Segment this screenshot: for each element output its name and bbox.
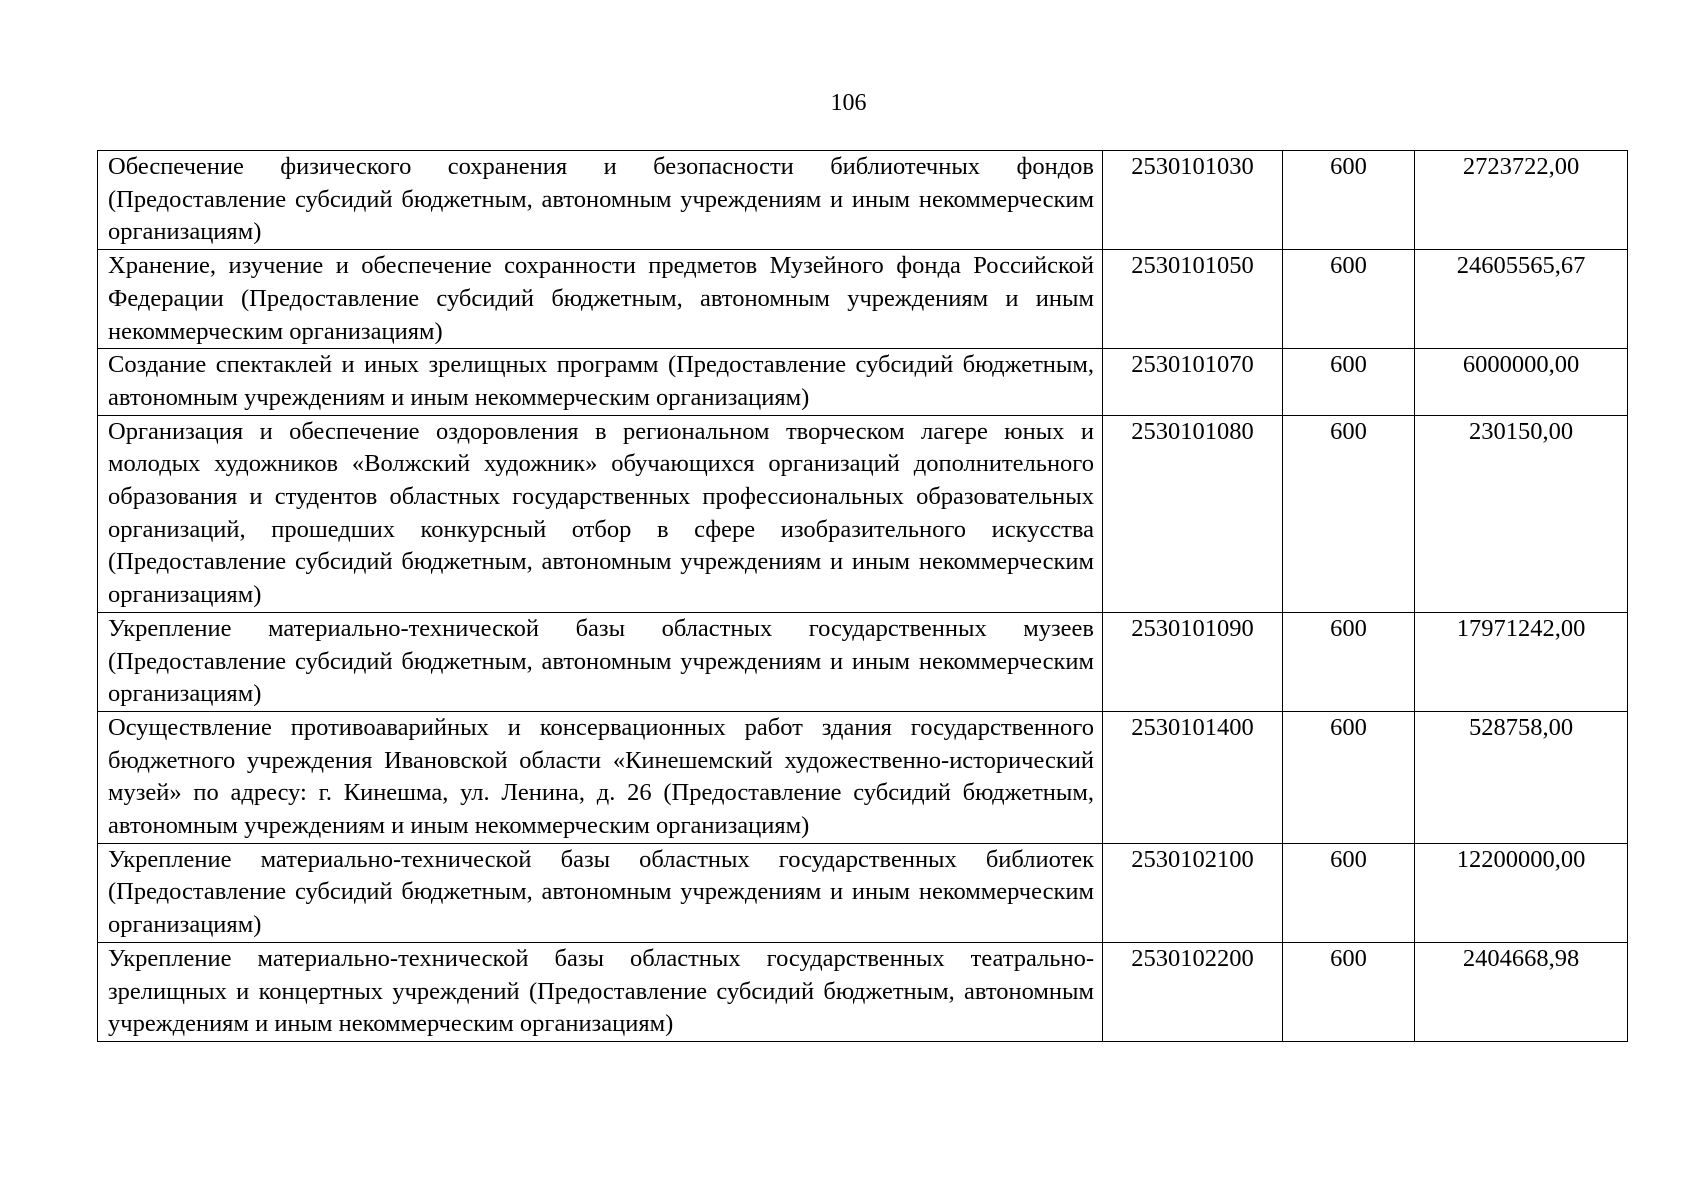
budget-table xyxy=(97,150,1628,1042)
row-code: 2530101030 xyxy=(1103,151,1283,250)
table-row xyxy=(98,415,1628,612)
row-amount: 6000000,00 xyxy=(1415,349,1628,415)
table-row xyxy=(98,612,1628,711)
row-type: 600 xyxy=(1283,711,1415,843)
page-number: 106 xyxy=(830,90,867,116)
row-amount: 2723722,00 xyxy=(1415,151,1628,250)
table-row xyxy=(98,151,1628,250)
row-type: 600 xyxy=(1283,612,1415,711)
row-amount: 230150,00 xyxy=(1415,415,1628,612)
row-amount: 12200000,00 xyxy=(1415,843,1628,942)
row-type: 600 xyxy=(1283,843,1415,942)
row-amount: 2404668,98 xyxy=(1415,942,1628,1041)
row-description: Организация и обеспечение оздоровления в региональном творческом лагере юных и молодых художников «Волжский художник» обучающихся организаций дополнительного образования и студентов областных государственных профессиональных образовательных организаций, прошедших конкурсный отбор в сфере изобразительного искусства (Предоставление субсидий бюджетным, автономным учреждениям и иным некоммерческим организациям) xyxy=(98,415,1103,612)
table-row xyxy=(98,843,1628,942)
row-code: 2530101080 xyxy=(1103,415,1283,612)
row-description: Укрепление материально-технической базы областных государственных музеев (Предоставление субсидий бюджетным, автономным учреждениям и иным некоммерческим организациям) xyxy=(98,612,1103,711)
row-code: 2530102200 xyxy=(1103,942,1283,1041)
table-row xyxy=(98,250,1628,349)
row-code: 2530101400 xyxy=(1103,711,1283,843)
row-description: Хранение, изучение и обеспечение сохранности предметов Музейного фонда Российской Федерации (Предоставление субсидий бюджетным, автономным учреждениям и иным некоммерческим организациям) xyxy=(98,250,1103,349)
row-type: 600 xyxy=(1283,942,1415,1041)
row-amount: 528758,00 xyxy=(1415,711,1628,843)
row-code: 2530101070 xyxy=(1103,349,1283,415)
row-type: 600 xyxy=(1283,250,1415,349)
table-row xyxy=(98,711,1628,843)
row-amount: 17971242,00 xyxy=(1415,612,1628,711)
row-description: Укрепление материально-технической базы областных государственных библиотек (Предоставление субсидий бюджетным, автономным учреждениям и иным некоммерческим организациям) xyxy=(98,843,1103,942)
row-description: Осуществление противоаварийных и консервационных работ здания государственного бюджетного учреждения Ивановской области «Кинешемский художественно-исторический музей» по адресу: г. Кинешма, ул. Ленина, д. 26 (Предоставление субсидий бюджетным, автономным учреждениям и иным некоммерческим организациям) xyxy=(98,711,1103,843)
table-row xyxy=(98,349,1628,415)
row-type: 600 xyxy=(1283,151,1415,250)
row-amount: 24605565,67 xyxy=(1415,250,1628,349)
row-description: Обеспечение физического сохранения и безопасности библиотечных фондов (Предоставление субсидий бюджетным, автономным учреждениям и иным некоммерческим организациям) xyxy=(98,151,1103,250)
table-row xyxy=(98,942,1628,1041)
row-code: 2530102100 xyxy=(1103,843,1283,942)
row-code: 2530101090 xyxy=(1103,612,1283,711)
row-description: Укрепление материально-технической базы областных государственных театрально-зрелищных и концертных учреждений (Предоставление субсидий бюджетным, автономным учреждениям и иным некоммерческим организациям) xyxy=(98,942,1103,1041)
row-code: 2530101050 xyxy=(1103,250,1283,349)
row-description: Создание спектаклей и иных зрелищных программ (Предоставление субсидий бюджетным, автономным учреждениям и иным некоммерческим организациям) xyxy=(98,349,1103,415)
row-type: 600 xyxy=(1283,349,1415,415)
row-type: 600 xyxy=(1283,415,1415,612)
